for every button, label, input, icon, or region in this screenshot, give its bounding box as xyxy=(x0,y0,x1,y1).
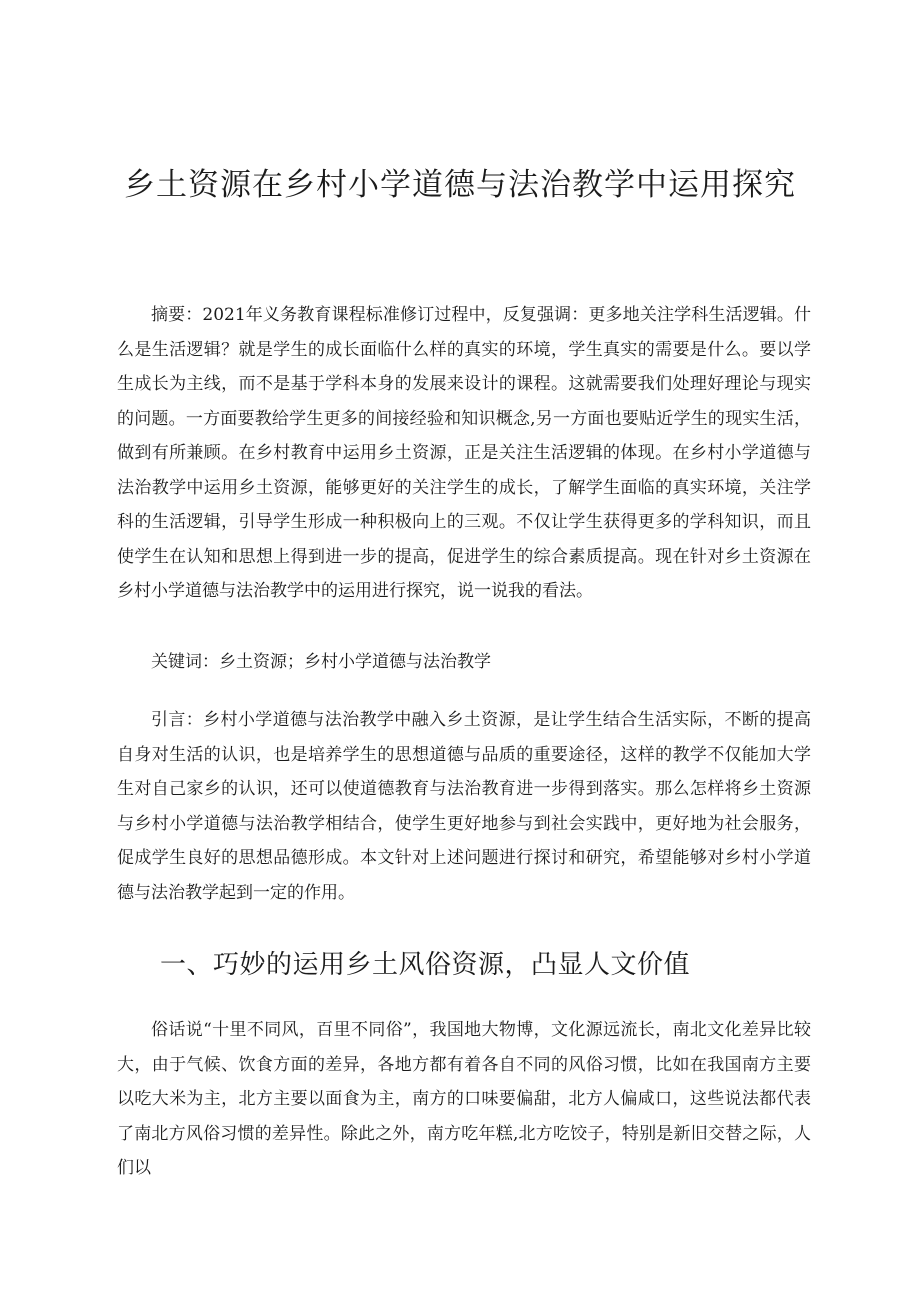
section-1-body: 俗话说“十里不同风，百里不同俗”，我国地大物博，文化源远流长，南北文化差异比较大，由于气候、饮食方面的差异，各地方都有着各自不同的风俗习惯，比如在我国南方主要以吃大米为主，北方主要以面食为主，南方的口味要偏甜，北方人偏咸口，这些说法都代表了南北方风俗习惯的差异性。除此之外，南方吃年糕,北方吃饺子，特别是新旧交替之际，人们以 xyxy=(117,1020,811,1178)
section-1-heading: 一、巧妙的运用乡土风俗资源，凸显人文价值 xyxy=(160,950,691,980)
introduction-paragraph: 引言：乡村小学道德与法治教学中融入乡土资源，是让学生结合生活实际，不断的提高自身对生活的认识，也是培养学生的思想道德与品质的重要途径，这样的教学不仅能加大学生对自己家乡的认识，还可以使道德教育与法治教育进一步得到落实。那么怎样将乡土资源与乡村小学道德与法治教学相结合，使学生更好地参与到社会实践中，更好地为社会服务，促成学生良好的思想品德形成。本文针对上述问题进行探讨和研究，希望能够对乡村小学道德与法治教学起到一定的作用。 xyxy=(117,710,811,903)
keywords-line: 关键词：乡土资源；乡村小学道德与法治教学 xyxy=(151,652,491,672)
paper-title: 乡土资源在乡村小学道德与法治教学中运用探究 xyxy=(124,167,796,203)
abstract-paragraph: 摘要：2021年义务教育课程标准修订过程中，反复强调：更多地关注学科生活逻辑。什么是生活逻辑？就是学生的成长面临什么样的真实的环境，学生真实的需要是什么。要以学生成长为主线，而不是基于学科本身的发展来设计的课程。这就需要我们处理好理论与现实的问题。一方面要教给学生更多的间接经验和知识概念,另一方面也要贴近学生的现实生活，做到有所兼顾。在乡村教育中运用乡土资源，正是关注生活逻辑的体现。在乡村小学道德与法治教学中运用乡土资源，能够更好的关注学生的成长，了解学生面临的真实环境，关注学科的生活逻辑，引导学生形成一种积极向上的三观。不仅让学生获得更多的学科知识，而且使学生在认知和思想上得到进一步的提高，促进学生的综合素质提高。现在针对乡土资源在乡村小学道德与法治教学中的运用进行探究，说一说我的看法。 xyxy=(117,305,811,601)
